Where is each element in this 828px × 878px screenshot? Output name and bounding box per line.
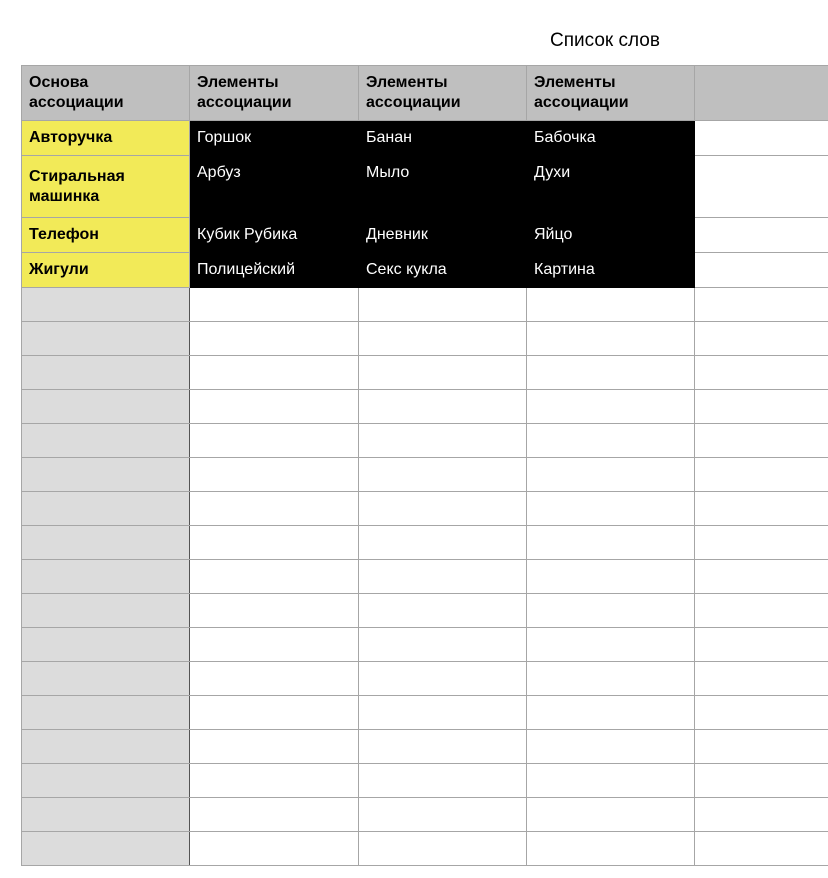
empty-cell[interactable]	[22, 832, 190, 866]
empty-cell[interactable]	[359, 832, 527, 866]
empty-cell[interactable]	[695, 662, 828, 696]
empty-row	[22, 322, 828, 356]
empty-row	[22, 424, 828, 458]
empty-cell[interactable]	[695, 458, 828, 492]
empty-cell[interactable]	[359, 764, 527, 798]
empty-cell[interactable]	[190, 628, 359, 662]
empty-cell[interactable]	[359, 662, 527, 696]
header-row	[22, 66, 828, 121]
empty-cell[interactable]	[695, 322, 828, 356]
empty-cell[interactable]	[359, 492, 527, 526]
sheet-title: Список слов	[550, 30, 660, 51]
empty-cell[interactable]	[695, 832, 828, 866]
empty-cell[interactable]	[22, 356, 190, 390]
base-cell[interactable]: Жигули	[22, 253, 190, 288]
empty-row	[22, 764, 828, 798]
empty-cell[interactable]	[190, 696, 359, 730]
element-cell[interactable]: Картина	[527, 253, 695, 288]
base-cell[interactable]: Телефон	[22, 218, 190, 253]
empty-cell[interactable]	[22, 322, 190, 356]
empty-cell[interactable]	[190, 288, 359, 322]
base-cell[interactable]: Авторучка	[22, 121, 190, 156]
element-cell[interactable]: Секс кукла	[359, 253, 527, 288]
blank-cell[interactable]	[695, 218, 828, 253]
empty-cell[interactable]	[359, 696, 527, 730]
empty-cell[interactable]	[190, 832, 359, 866]
empty-cell[interactable]	[695, 492, 828, 526]
empty-cell[interactable]	[190, 492, 359, 526]
table-row	[22, 253, 828, 288]
empty-row	[22, 356, 828, 390]
empty-cell[interactable]	[359, 390, 527, 424]
empty-cell[interactable]	[527, 594, 695, 628]
empty-cell[interactable]	[22, 424, 190, 458]
empty-cell[interactable]	[359, 424, 527, 458]
empty-cell[interactable]	[190, 594, 359, 628]
empty-cell[interactable]	[22, 492, 190, 526]
empty-cell[interactable]	[527, 356, 695, 390]
element-cell[interactable]: Арбуз	[190, 156, 359, 218]
empty-cell[interactable]	[359, 458, 527, 492]
header-cell-empty[interactable]	[695, 66, 828, 121]
empty-cell[interactable]	[527, 390, 695, 424]
empty-cell[interactable]	[190, 798, 359, 832]
base-cell[interactable]: Стиральная машинка	[22, 156, 190, 218]
empty-row	[22, 594, 828, 628]
empty-cell[interactable]	[190, 322, 359, 356]
empty-row	[22, 288, 828, 322]
empty-cell[interactable]	[359, 798, 527, 832]
empty-cell[interactable]	[190, 560, 359, 594]
empty-row	[22, 390, 828, 424]
element-cell[interactable]: Дневник	[359, 218, 527, 253]
empty-cell[interactable]	[359, 356, 527, 390]
empty-row	[22, 458, 828, 492]
empty-cell[interactable]	[22, 288, 190, 322]
table-row	[22, 121, 828, 156]
empty-cell[interactable]	[359, 322, 527, 356]
empty-cell[interactable]	[359, 560, 527, 594]
empty-cell[interactable]	[359, 628, 527, 662]
empty-cell[interactable]	[527, 560, 695, 594]
empty-cell[interactable]	[527, 696, 695, 730]
empty-cell[interactable]	[22, 628, 190, 662]
empty-cell[interactable]	[695, 560, 828, 594]
empty-cell[interactable]	[527, 424, 695, 458]
empty-cell[interactable]	[527, 492, 695, 526]
empty-cell[interactable]	[22, 696, 190, 730]
empty-cell[interactable]	[527, 662, 695, 696]
empty-cell[interactable]	[359, 730, 527, 764]
empty-cell[interactable]	[22, 764, 190, 798]
empty-cell[interactable]	[527, 764, 695, 798]
empty-cell[interactable]	[527, 526, 695, 560]
empty-cell[interactable]	[22, 798, 190, 832]
empty-cell[interactable]	[695, 730, 828, 764]
blank-cell[interactable]	[695, 121, 828, 156]
empty-cell[interactable]	[22, 730, 190, 764]
empty-cell[interactable]	[190, 458, 359, 492]
empty-cell[interactable]	[22, 390, 190, 424]
empty-cell[interactable]	[695, 526, 828, 560]
empty-cell[interactable]	[359, 526, 527, 560]
empty-row	[22, 560, 828, 594]
header-cell-elements-3[interactable]: Элементы ассоциации	[527, 66, 695, 121]
empty-row	[22, 492, 828, 526]
element-cell[interactable]: Яйцо	[527, 218, 695, 253]
empty-cell[interactable]	[190, 356, 359, 390]
empty-row	[22, 696, 828, 730]
empty-row	[22, 730, 828, 764]
empty-cell[interactable]	[527, 730, 695, 764]
empty-cell[interactable]	[695, 594, 828, 628]
empty-row	[22, 628, 828, 662]
empty-cell[interactable]	[527, 322, 695, 356]
empty-cell[interactable]	[22, 662, 190, 696]
table-row	[22, 156, 828, 218]
blank-cell[interactable]	[695, 253, 828, 288]
element-cell[interactable]: Мыло	[359, 156, 527, 218]
empty-cell[interactable]	[695, 356, 828, 390]
empty-cell[interactable]	[527, 628, 695, 662]
empty-cell[interactable]	[695, 628, 828, 662]
empty-row	[22, 832, 828, 866]
element-cell[interactable]: Банан	[359, 121, 527, 156]
empty-cell[interactable]	[527, 798, 695, 832]
empty-cell[interactable]	[190, 662, 359, 696]
empty-cell[interactable]	[190, 730, 359, 764]
empty-cell[interactable]	[695, 696, 828, 730]
element-cell[interactable]: Кубик Рубика	[190, 218, 359, 253]
empty-cell[interactable]	[22, 458, 190, 492]
element-cell[interactable]: Бабочка	[527, 121, 695, 156]
empty-cell[interactable]	[22, 560, 190, 594]
empty-cell[interactable]	[359, 288, 527, 322]
empty-cell[interactable]	[190, 526, 359, 560]
empty-cell[interactable]	[190, 764, 359, 798]
empty-cell[interactable]	[190, 390, 359, 424]
association-table	[21, 65, 828, 866]
empty-cell[interactable]	[190, 424, 359, 458]
table-row	[22, 218, 828, 253]
element-cell[interactable]: Полицейский	[190, 253, 359, 288]
empty-cell[interactable]	[527, 288, 695, 322]
empty-cell[interactable]	[359, 594, 527, 628]
empty-cell[interactable]	[22, 594, 190, 628]
empty-cell[interactable]	[695, 798, 828, 832]
element-cell[interactable]: Горшок	[190, 121, 359, 156]
blank-cell[interactable]	[695, 156, 828, 218]
empty-row	[22, 798, 828, 832]
empty-cell[interactable]	[695, 424, 828, 458]
element-cell[interactable]: Духи	[527, 156, 695, 218]
empty-cell[interactable]	[22, 526, 190, 560]
header-cell-elements-2[interactable]: Элементы ассоциации	[359, 66, 527, 121]
empty-row	[22, 662, 828, 696]
empty-cell[interactable]	[695, 288, 828, 322]
empty-cell[interactable]	[527, 458, 695, 492]
empty-cell[interactable]	[695, 390, 828, 424]
header-cell-base[interactable]: Основа ассоциации	[22, 66, 190, 121]
empty-cell[interactable]	[527, 832, 695, 866]
empty-row	[22, 526, 828, 560]
empty-cell[interactable]	[695, 764, 828, 798]
header-cell-elements-1[interactable]: Элементы ассоциации	[190, 66, 359, 121]
